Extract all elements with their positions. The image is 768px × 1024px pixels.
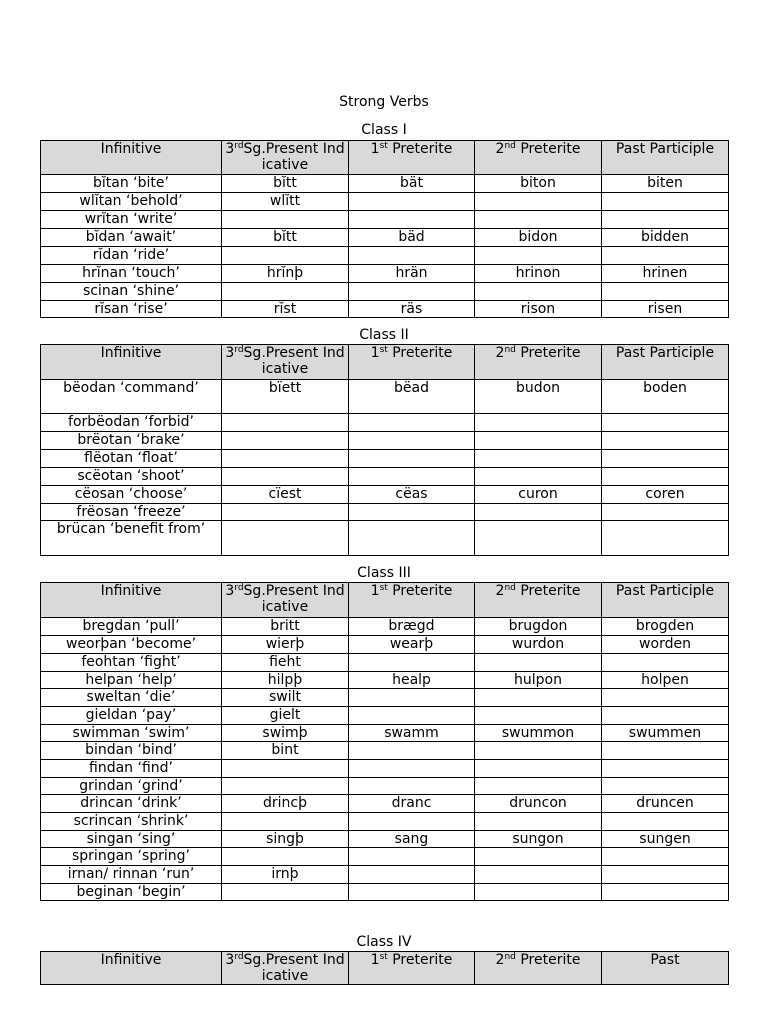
second-preterite-cell bbox=[475, 742, 602, 760]
verb-row bbox=[41, 432, 729, 450]
header-third-singular bbox=[222, 141, 349, 175]
second-preterite-cell bbox=[475, 760, 602, 778]
past-participle-cell: swummen bbox=[602, 725, 729, 742]
present-3sg-cell: wlĭtt bbox=[222, 193, 349, 211]
first-preterite-cell bbox=[349, 654, 475, 672]
past-participle-cell bbox=[602, 866, 729, 884]
past-participle-cell bbox=[602, 211, 729, 229]
ordinal-number: 3 bbox=[225, 345, 235, 361]
first-preterite-cell bbox=[349, 707, 475, 725]
present-3sg-cell: bĭtt bbox=[222, 229, 349, 247]
ordinal-suffix: st bbox=[379, 952, 388, 962]
past-participle-cell bbox=[602, 414, 729, 432]
verb-row bbox=[41, 521, 729, 556]
present-3sg-cell: gielt bbox=[222, 707, 349, 725]
first-preterite-cell: healp bbox=[349, 672, 475, 689]
infinitive-cell: grindan ‘grind’ bbox=[41, 778, 222, 795]
infinitive-cell: sweltan ‘die’ bbox=[41, 689, 222, 707]
first-preterite-cell: bëad bbox=[349, 380, 475, 414]
infinitive-cell: brücan ‘benefit from’ bbox=[41, 521, 222, 556]
header-third-singular bbox=[222, 345, 349, 380]
header-second-preterite-label: Preterite bbox=[515, 345, 581, 361]
infinitive-cell: drincan ‘drink’ bbox=[41, 795, 222, 813]
second-preterite-cell bbox=[475, 866, 602, 884]
infinitive-cell: springan ‘spring’ bbox=[41, 848, 222, 866]
first-preterite-cell bbox=[349, 848, 475, 866]
second-preterite-cell bbox=[475, 414, 602, 432]
second-preterite-cell bbox=[475, 707, 602, 725]
infinitive-cell: findan ‘find’ bbox=[41, 760, 222, 778]
first-preterite-cell bbox=[349, 521, 475, 556]
ordinal-suffix: rd bbox=[234, 952, 244, 962]
first-preterite-cell bbox=[349, 193, 475, 211]
document-title: Strong Verbs bbox=[339, 94, 429, 110]
ordinal-number: 3 bbox=[225, 952, 235, 968]
present-3sg-cell: wierþ bbox=[222, 636, 349, 654]
second-preterite-cell bbox=[475, 504, 602, 521]
verb-row bbox=[41, 742, 729, 760]
header-past-participle bbox=[602, 141, 729, 175]
header-second-preterite-label: Preterite bbox=[515, 583, 581, 599]
infinitive-cell: scrincan ‘shrink’ bbox=[41, 813, 222, 831]
second-preterite-cell bbox=[475, 193, 602, 211]
header-past-participle-label: Past Participle bbox=[615, 583, 715, 599]
second-preterite-cell: bidon bbox=[475, 229, 602, 247]
verb-row bbox=[41, 672, 729, 689]
present-3sg-cell bbox=[222, 211, 349, 229]
present-3sg-cell bbox=[222, 778, 349, 795]
header-first-preterite-label: Preterite bbox=[387, 345, 453, 361]
past-participle-cell: druncen bbox=[602, 795, 729, 813]
infinitive-cell: helpan ‘help’ bbox=[41, 672, 222, 689]
present-3sg-cell: rĭst bbox=[222, 301, 349, 318]
verb-row bbox=[41, 831, 729, 848]
present-3sg-cell bbox=[222, 247, 349, 265]
verb-table bbox=[40, 140, 729, 318]
header-row bbox=[41, 583, 729, 618]
verb-table bbox=[40, 951, 729, 985]
verb-row bbox=[41, 707, 729, 725]
ordinal-number: 2 bbox=[495, 583, 505, 599]
ordinal-suffix: nd bbox=[504, 952, 516, 962]
infinitive-cell: bĭtan ‘bite’ bbox=[41, 175, 222, 193]
verb-row bbox=[41, 689, 729, 707]
ordinal-suffix: st bbox=[379, 141, 388, 151]
first-preterite-cell: brægd bbox=[349, 618, 475, 636]
past-participle-cell bbox=[602, 707, 729, 725]
header-infinitive bbox=[41, 952, 222, 985]
header-second-preterite bbox=[475, 952, 602, 985]
ordinal-suffix: nd bbox=[504, 141, 516, 151]
infinitive-cell: forbëodan ‘forbid’ bbox=[41, 414, 222, 432]
header-infinitive bbox=[41, 141, 222, 175]
past-participle-cell: brogden bbox=[602, 618, 729, 636]
second-preterite-cell bbox=[475, 521, 602, 556]
verb-row bbox=[41, 414, 729, 432]
first-preterite-cell bbox=[349, 504, 475, 521]
verb-row bbox=[41, 760, 729, 778]
present-3sg-cell: drincþ bbox=[222, 795, 349, 813]
header-infinitive-label: Infinitive bbox=[100, 141, 162, 157]
present-3sg-cell: singþ bbox=[222, 831, 349, 848]
first-preterite-cell bbox=[349, 884, 475, 901]
infinitive-cell: bëodan ‘command’ bbox=[41, 380, 222, 414]
infinitive-cell: weorþan ‘become’ bbox=[41, 636, 222, 654]
header-past-participle-label: Past Participle bbox=[615, 141, 715, 157]
infinitive-cell: bindan ‘bind’ bbox=[41, 742, 222, 760]
past-participle-cell: boden bbox=[602, 380, 729, 414]
ordinal-suffix: nd bbox=[504, 583, 516, 593]
header-third-singular-label: Sg.Present Indicative bbox=[243, 583, 345, 615]
verb-row bbox=[41, 618, 729, 636]
first-preterite-cell bbox=[349, 742, 475, 760]
past-participle-cell: hrinen bbox=[602, 265, 729, 283]
second-preterite-cell bbox=[475, 283, 602, 301]
past-participle-cell bbox=[602, 432, 729, 450]
second-preterite-cell: brugdon bbox=[475, 618, 602, 636]
infinitive-cell: wlĭtan ‘behold’ bbox=[41, 193, 222, 211]
ordinal-suffix: rd bbox=[234, 583, 244, 593]
infinitive-cell: gieldan ‘pay’ bbox=[41, 707, 222, 725]
header-infinitive-label: Infinitive bbox=[100, 583, 162, 599]
header-third-singular bbox=[222, 583, 349, 618]
second-preterite-cell bbox=[475, 211, 602, 229]
past-participle-cell bbox=[602, 760, 729, 778]
header-third-singular-label: Sg.Present Indicative bbox=[243, 141, 345, 173]
second-preterite-cell bbox=[475, 468, 602, 486]
class-title: Class II bbox=[359, 327, 409, 343]
second-preterite-cell: swummon bbox=[475, 725, 602, 742]
first-preterite-cell: dranc bbox=[349, 795, 475, 813]
infinitive-cell: brëotan ‘brake’ bbox=[41, 432, 222, 450]
header-past-participle bbox=[602, 345, 729, 380]
verb-row bbox=[41, 486, 729, 504]
second-preterite-cell: rison bbox=[475, 301, 602, 318]
header-second-preterite bbox=[475, 345, 602, 380]
infinitive-cell: hrĭnan ‘touch’ bbox=[41, 265, 222, 283]
first-preterite-cell bbox=[349, 813, 475, 831]
ordinal-number: 2 bbox=[495, 345, 505, 361]
present-3sg-cell bbox=[222, 813, 349, 831]
verb-row bbox=[41, 504, 729, 521]
ordinal-suffix: st bbox=[379, 583, 388, 593]
verb-row bbox=[41, 193, 729, 211]
header-past-participle bbox=[602, 952, 729, 985]
header-first-preterite bbox=[349, 345, 475, 380]
infinitive-cell: swimman ‘swim’ bbox=[41, 725, 222, 742]
present-3sg-cell bbox=[222, 468, 349, 486]
first-preterite-cell: hrän bbox=[349, 265, 475, 283]
past-participle-cell: risen bbox=[602, 301, 729, 318]
past-participle-cell bbox=[602, 689, 729, 707]
ordinal-number: 3 bbox=[225, 141, 235, 157]
past-participle-cell bbox=[602, 247, 729, 265]
infinitive-cell: beginan ‘begin’ bbox=[41, 884, 222, 901]
header-first-preterite bbox=[349, 583, 475, 618]
second-preterite-cell: hulpon bbox=[475, 672, 602, 689]
verb-row bbox=[41, 795, 729, 813]
header-infinitive-label: Infinitive bbox=[100, 345, 162, 361]
second-preterite-cell: budon bbox=[475, 380, 602, 414]
second-preterite-cell: biton bbox=[475, 175, 602, 193]
infinitive-cell: irnan/ rinnan ‘run’ bbox=[41, 866, 222, 884]
present-3sg-cell: swilt bbox=[222, 689, 349, 707]
ordinal-suffix: st bbox=[379, 345, 388, 355]
past-participle-cell bbox=[602, 778, 729, 795]
present-3sg-cell bbox=[222, 848, 349, 866]
ordinal-number: 1 bbox=[370, 952, 380, 968]
infinitive-cell: bĭdan ‘await’ bbox=[41, 229, 222, 247]
second-preterite-cell bbox=[475, 778, 602, 795]
second-preterite-cell bbox=[475, 247, 602, 265]
present-3sg-cell: bint bbox=[222, 742, 349, 760]
present-3sg-cell bbox=[222, 432, 349, 450]
past-participle-cell: coren bbox=[602, 486, 729, 504]
verb-row bbox=[41, 301, 729, 318]
present-3sg-cell: hrĭnþ bbox=[222, 265, 349, 283]
present-3sg-cell: swimþ bbox=[222, 725, 349, 742]
verb-row bbox=[41, 175, 729, 193]
verb-row bbox=[41, 283, 729, 301]
header-first-preterite bbox=[349, 141, 475, 175]
header-second-preterite bbox=[475, 583, 602, 618]
infinitive-cell: rĭdan ‘ride’ bbox=[41, 247, 222, 265]
header-third-singular-label: Sg.Present Indicative bbox=[243, 952, 345, 984]
first-preterite-cell: cëas bbox=[349, 486, 475, 504]
present-3sg-cell: irnþ bbox=[222, 866, 349, 884]
infinitive-cell: singan ‘sing’ bbox=[41, 831, 222, 848]
past-participle-cell bbox=[602, 468, 729, 486]
class-title: Class I bbox=[361, 122, 407, 138]
first-preterite-cell bbox=[349, 866, 475, 884]
ordinal-number: 2 bbox=[495, 141, 505, 157]
infinitive-cell: wrĭtan ‘write’ bbox=[41, 211, 222, 229]
verb-row bbox=[41, 884, 729, 901]
past-participle-cell: worden bbox=[602, 636, 729, 654]
class-title: Class IV bbox=[356, 934, 412, 950]
present-3sg-cell: bïett bbox=[222, 380, 349, 414]
first-preterite-cell bbox=[349, 468, 475, 486]
first-preterite-cell bbox=[349, 689, 475, 707]
verb-row bbox=[41, 380, 729, 414]
second-preterite-cell: sungon bbox=[475, 831, 602, 848]
past-participle-cell: biten bbox=[602, 175, 729, 193]
present-3sg-cell: fieht bbox=[222, 654, 349, 672]
ordinal-number: 1 bbox=[370, 345, 380, 361]
first-preterite-cell: bät bbox=[349, 175, 475, 193]
verb-row bbox=[41, 450, 729, 468]
verb-table bbox=[40, 344, 729, 556]
header-first-preterite bbox=[349, 952, 475, 985]
ordinal-number: 3 bbox=[225, 583, 235, 599]
infinitive-cell: frëosan ‘freeze’ bbox=[41, 504, 222, 521]
second-preterite-cell: curon bbox=[475, 486, 602, 504]
first-preterite-cell bbox=[349, 760, 475, 778]
verb-row bbox=[41, 265, 729, 283]
verb-row bbox=[41, 778, 729, 795]
verb-row bbox=[41, 247, 729, 265]
present-3sg-cell bbox=[222, 283, 349, 301]
present-3sg-cell: hilpþ bbox=[222, 672, 349, 689]
second-preterite-cell bbox=[475, 654, 602, 672]
verb-row bbox=[41, 813, 729, 831]
ordinal-number: 2 bbox=[495, 952, 505, 968]
present-3sg-cell: cïest bbox=[222, 486, 349, 504]
header-second-preterite-label: Preterite bbox=[515, 141, 581, 157]
present-3sg-cell bbox=[222, 884, 349, 901]
verb-row bbox=[41, 468, 729, 486]
verb-table bbox=[40, 582, 729, 901]
header-past-participle-label: Past Participle bbox=[615, 345, 715, 361]
second-preterite-cell: druncon bbox=[475, 795, 602, 813]
first-preterite-cell bbox=[349, 283, 475, 301]
ordinal-number: 1 bbox=[370, 141, 380, 157]
infinitive-cell: rĭsan ‘rise’ bbox=[41, 301, 222, 318]
header-row bbox=[41, 952, 729, 985]
class-title: Class III bbox=[357, 565, 411, 581]
verb-row bbox=[41, 848, 729, 866]
ordinal-suffix: nd bbox=[504, 345, 516, 355]
first-preterite-cell: bäd bbox=[349, 229, 475, 247]
verb-row bbox=[41, 229, 729, 247]
first-preterite-cell bbox=[349, 450, 475, 468]
header-first-preterite-label: Preterite bbox=[387, 141, 453, 157]
verb-row bbox=[41, 211, 729, 229]
verb-row bbox=[41, 654, 729, 672]
header-row bbox=[41, 141, 729, 175]
present-3sg-cell bbox=[222, 414, 349, 432]
second-preterite-cell bbox=[475, 813, 602, 831]
past-participle-cell bbox=[602, 884, 729, 901]
present-3sg-cell bbox=[222, 760, 349, 778]
first-preterite-cell bbox=[349, 247, 475, 265]
past-participle-cell bbox=[602, 283, 729, 301]
verb-row bbox=[41, 725, 729, 742]
header-past-participle-label: Past bbox=[650, 952, 680, 968]
header-third-singular bbox=[222, 952, 349, 985]
header-third-singular-label: Sg.Present Indicative bbox=[243, 345, 345, 377]
header-infinitive-label: Infinitive bbox=[100, 952, 162, 968]
present-3sg-cell: bĭtt bbox=[222, 175, 349, 193]
header-second-preterite-label: Preterite bbox=[515, 952, 581, 968]
header-infinitive bbox=[41, 345, 222, 380]
second-preterite-cell: hrinon bbox=[475, 265, 602, 283]
header-second-preterite bbox=[475, 141, 602, 175]
infinitive-cell: bregdan ‘pull’ bbox=[41, 618, 222, 636]
ordinal-number: 1 bbox=[370, 583, 380, 599]
verb-row bbox=[41, 636, 729, 654]
first-preterite-cell: räs bbox=[349, 301, 475, 318]
past-participle-cell bbox=[602, 742, 729, 760]
past-participle-cell: holpen bbox=[602, 672, 729, 689]
verb-row bbox=[41, 866, 729, 884]
first-preterite-cell: swamm bbox=[349, 725, 475, 742]
first-preterite-cell bbox=[349, 432, 475, 450]
infinitive-cell: flëotan ‘float’ bbox=[41, 450, 222, 468]
second-preterite-cell bbox=[475, 432, 602, 450]
present-3sg-cell bbox=[222, 521, 349, 556]
past-participle-cell: bidden bbox=[602, 229, 729, 247]
header-past-participle bbox=[602, 583, 729, 618]
header-first-preterite-label: Preterite bbox=[387, 952, 453, 968]
present-3sg-cell bbox=[222, 450, 349, 468]
second-preterite-cell bbox=[475, 689, 602, 707]
second-preterite-cell bbox=[475, 848, 602, 866]
infinitive-cell: scinan ‘shine’ bbox=[41, 283, 222, 301]
ordinal-suffix: rd bbox=[234, 141, 244, 151]
past-participle-cell bbox=[602, 521, 729, 556]
header-first-preterite-label: Preterite bbox=[387, 583, 453, 599]
first-preterite-cell bbox=[349, 414, 475, 432]
past-participle-cell bbox=[602, 193, 729, 211]
second-preterite-cell bbox=[475, 450, 602, 468]
past-participle-cell: sungen bbox=[602, 831, 729, 848]
infinitive-cell: feohtan ‘fight’ bbox=[41, 654, 222, 672]
infinitive-cell: scëotan ‘shoot’ bbox=[41, 468, 222, 486]
present-3sg-cell: britt bbox=[222, 618, 349, 636]
header-row bbox=[41, 345, 729, 380]
present-3sg-cell bbox=[222, 504, 349, 521]
first-preterite-cell bbox=[349, 778, 475, 795]
past-participle-cell bbox=[602, 813, 729, 831]
past-participle-cell bbox=[602, 848, 729, 866]
second-preterite-cell: wurdon bbox=[475, 636, 602, 654]
first-preterite-cell: wearþ bbox=[349, 636, 475, 654]
header-infinitive bbox=[41, 583, 222, 618]
past-participle-cell bbox=[602, 654, 729, 672]
first-preterite-cell bbox=[349, 211, 475, 229]
first-preterite-cell: sang bbox=[349, 831, 475, 848]
past-participle-cell bbox=[602, 504, 729, 521]
past-participle-cell bbox=[602, 450, 729, 468]
infinitive-cell: cëosan ‘choose’ bbox=[41, 486, 222, 504]
second-preterite-cell bbox=[475, 884, 602, 901]
ordinal-suffix: rd bbox=[234, 345, 244, 355]
